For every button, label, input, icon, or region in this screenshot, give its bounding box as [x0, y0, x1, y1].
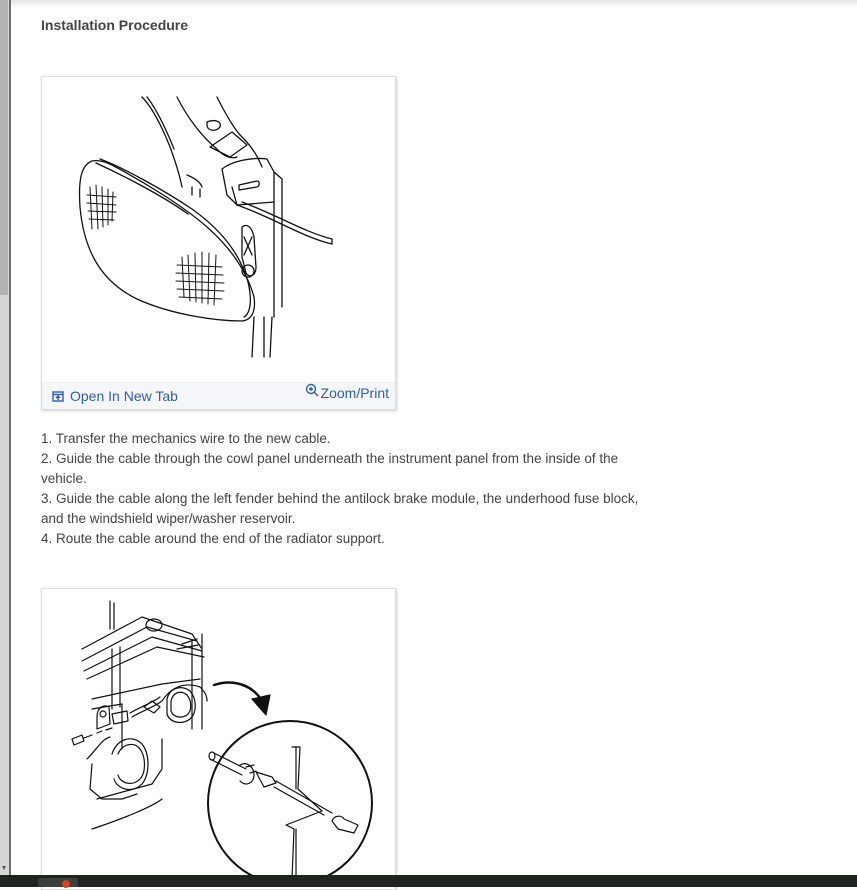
- open-in-new-tab-link[interactable]: [52, 388, 178, 404]
- figure-card-1: [41, 76, 396, 410]
- frame-divider: [9, 0, 11, 875]
- figure-toolbar: [42, 382, 395, 409]
- scroll-down-arrow-icon[interactable]: ▼: [0, 865, 8, 872]
- step-4: 4. Route the cable around the end of the radiator support.: [41, 531, 385, 546]
- vertical-scrollbar[interactable]: [0, 0, 9, 875]
- zoom-in-icon: [305, 383, 319, 397]
- top-shadow: [11, 0, 857, 8]
- figure-card-2: [41, 588, 396, 890]
- taskbar-app-button[interactable]: [38, 878, 78, 887]
- step-1: 1. Transfer the mechanics wire to the new cable.: [41, 431, 331, 446]
- procedure-steps: [41, 429, 661, 549]
- os-taskbar: [0, 875, 857, 887]
- step-3: 3. Guide the cable along the left fender behind the antilock brake module, the underhood fuse block, and the windshield wiper/washer reservoir.: [41, 491, 639, 526]
- section-title: Installation Procedure: [41, 17, 189, 33]
- open-in-new-tab-icon: [52, 391, 64, 402]
- scrollbar-thumb[interactable]: [0, 0, 8, 295]
- step-2: 2. Guide the cable through the cowl panel underneath the instrument panel from the inside of the vehicle.: [41, 451, 619, 486]
- zoom-print-link[interactable]: [305, 385, 389, 401]
- headlamp-cable-illustration[interactable]: [42, 77, 395, 383]
- open-in-new-tab-label: Open In New Tab: [70, 388, 178, 404]
- zoom-print-label: Zoom/Print: [320, 385, 389, 401]
- radiator-support-cable-illustration[interactable]: [42, 589, 395, 889]
